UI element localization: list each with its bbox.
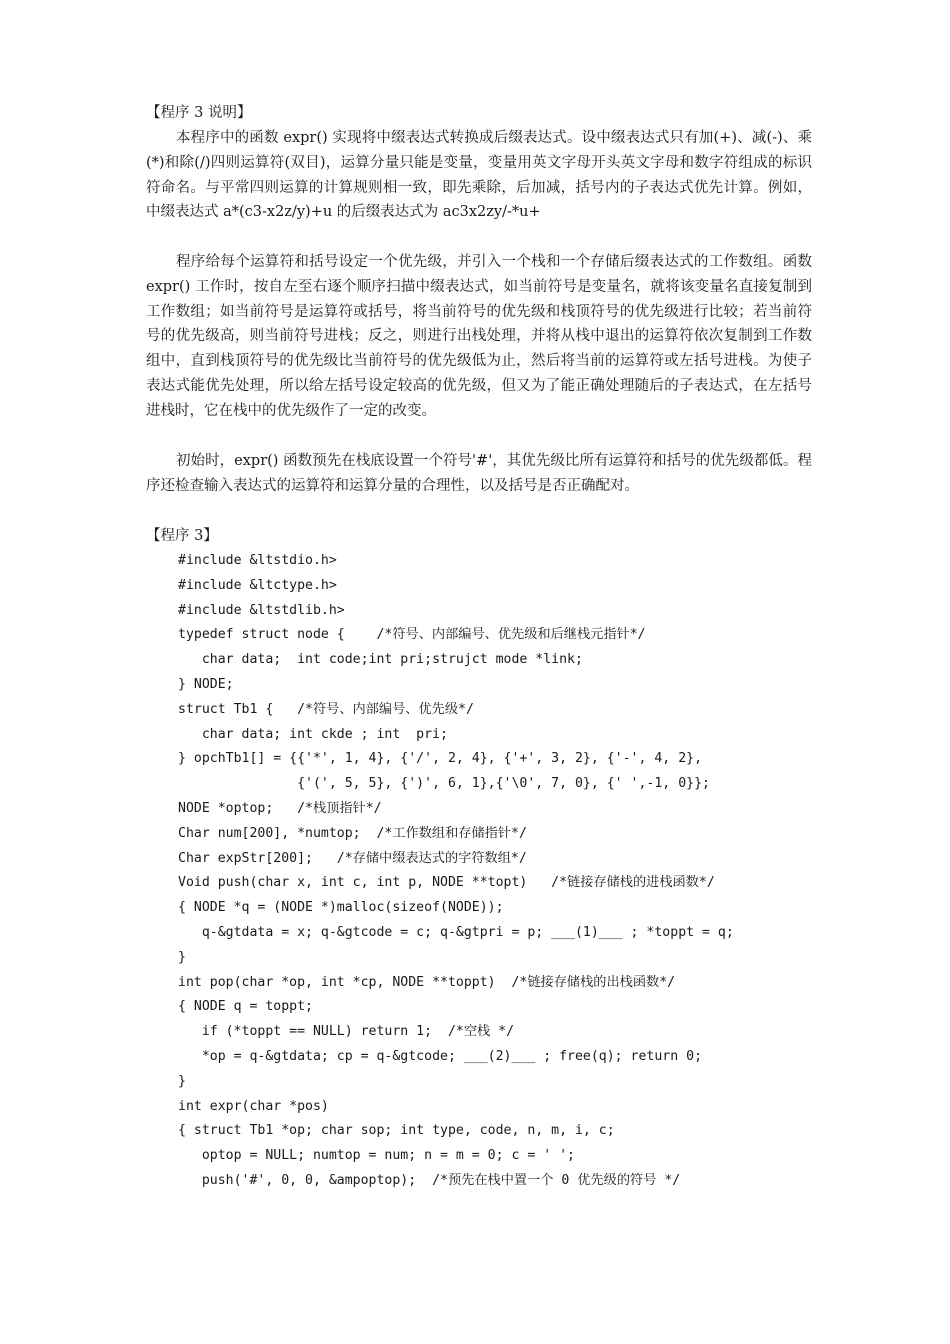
paragraph-algorithm: 程序给每个运算符和括号设定一个优先级，并引入一个栈和一个存储后缀表达式的工作数组。函数 expr() 工作时，按自左至右逐个顺序扫描中缀表达式，如当前符号是变量名，就将该变量名直接复制到工作数组；如当前符号是运算符或括号，将当前符号的优先级和栈顶符号的优先级进行比较；若当前符号的优先级高，则当前符号进栈；反之，则进行出栈处理，并将从栈中退出的运算符依次复制到工作数组中，直到栈顶符号的优先级比当前符号的优先级低为止，然后将当前的运算符或左括号进栈。为使子表达式能优先处理，所以给左括号设定较高的优先级，但又为了能正确处理随后的子表达式，在左括号进栈时，它在栈中的优先级作了一定的改变。 [146,254,812,419]
code-line: { NODE *q = (NODE *)malloc(sizeof(NODE)); [178,900,504,916]
code-line: typedef struct node { /*符号、内部编号、优先级和后继栈元指针*/ [178,627,646,643]
paragraph-init: 初始时，expr() 函数预先在栈底设置一个符号'#'，其优先级比所有运算符和括号的优先级都低。程序还检查输入表达式的运算符和运算分量的合理性，以及括号是否正确配对。 [146,453,812,494]
code-line: { struct Tb1 *op; char sop; int type, code, n, m, i, c; [178,1123,615,1139]
code-line: } opchTb1[] = {{'*', 1, 4}, {'/', 2, 4}, {'+', 3, 2}, {'-', 4, 2}, [178,751,703,767]
section-heading: 【程序 3 说明】 [146,105,252,121]
code-line: Void push(char x, int c, int p, NODE **topt) /*链接存储栈的进栈函数*/ [178,875,715,891]
code-line: #include &ltstdio.h> [178,553,337,568]
code-line: } NODE; [178,676,234,692]
code-line: int pop(char *op, int *cp, NODE **toppt) /*链接存储栈的出栈函数*/ [178,974,676,990]
code-line: } [178,1073,186,1089]
code-line: int expr(char *pos) [178,1098,329,1114]
program-heading: 【程序 3】 [146,528,218,544]
code-line: *op = q-&gtdata; cp = q-&gtcode; ___(2)___ ; free(q); return 0; [178,1048,703,1064]
code-line: q-&gtdata = x; q-&gtcode = c; q-&gtpri = p; ___(1)___ ; *toppt = q; [178,924,734,940]
code-line: NODE *optop; /*栈顶指针*/ [178,800,382,816]
code-line: {'(', 5, 5}, {')', 6, 1},{'\0', 7, 0}, {' ',-1, 0}}; [178,776,710,792]
code-line: { NODE q = toppt; [178,999,313,1015]
code-line: push('#', 0, 0, &ampoptop); /*预先在栈中置一个 0 优先级的符号 */ [178,1172,681,1188]
code-block [0,549,950,1194]
code-line: if (*toppt == NULL) return 1; /*空栈 */ [178,1024,515,1040]
code-line: Char num[200], *numtop; /*工作数组和存储指针*/ [178,825,527,841]
code-line: #include &ltctype.h> [178,577,337,593]
code-line: char data; int ckde ; int pri; [178,726,448,742]
code-line: Char expStr[200]; /*存储中缀表达式的字符数组*/ [178,850,527,866]
code-line: struct Tb1 { /*符号、内部编号、优先级*/ [178,701,474,717]
code-line: optop = NULL; numtop = num; n = m = 0; c = ' '; [178,1148,575,1164]
code-line: char data; int code;int pri;strujct mode *link; [178,652,583,668]
code-line: #include &ltstdlib.h> [178,602,345,618]
paragraph-intro: 本程序中的函数 expr() 实现将中缀表达式转换成后缀表达式。设中缀表达式只有加(+)、减(-)、乘(*)和除(/)四则运算符(双目)，运算分量只能是变量，变量用英文字母开头英文字母和数字符组成的标识符命名。与平常四则运算的计算规则相一致，即先乘除，后加减，括号内的子表达式优先计算。例如，中缀表达式 a*(c3-x2z/y)+u 的后缀表达式为 ac3x2zy/-*u+ [146,130,812,221]
code-line: } [178,949,186,965]
